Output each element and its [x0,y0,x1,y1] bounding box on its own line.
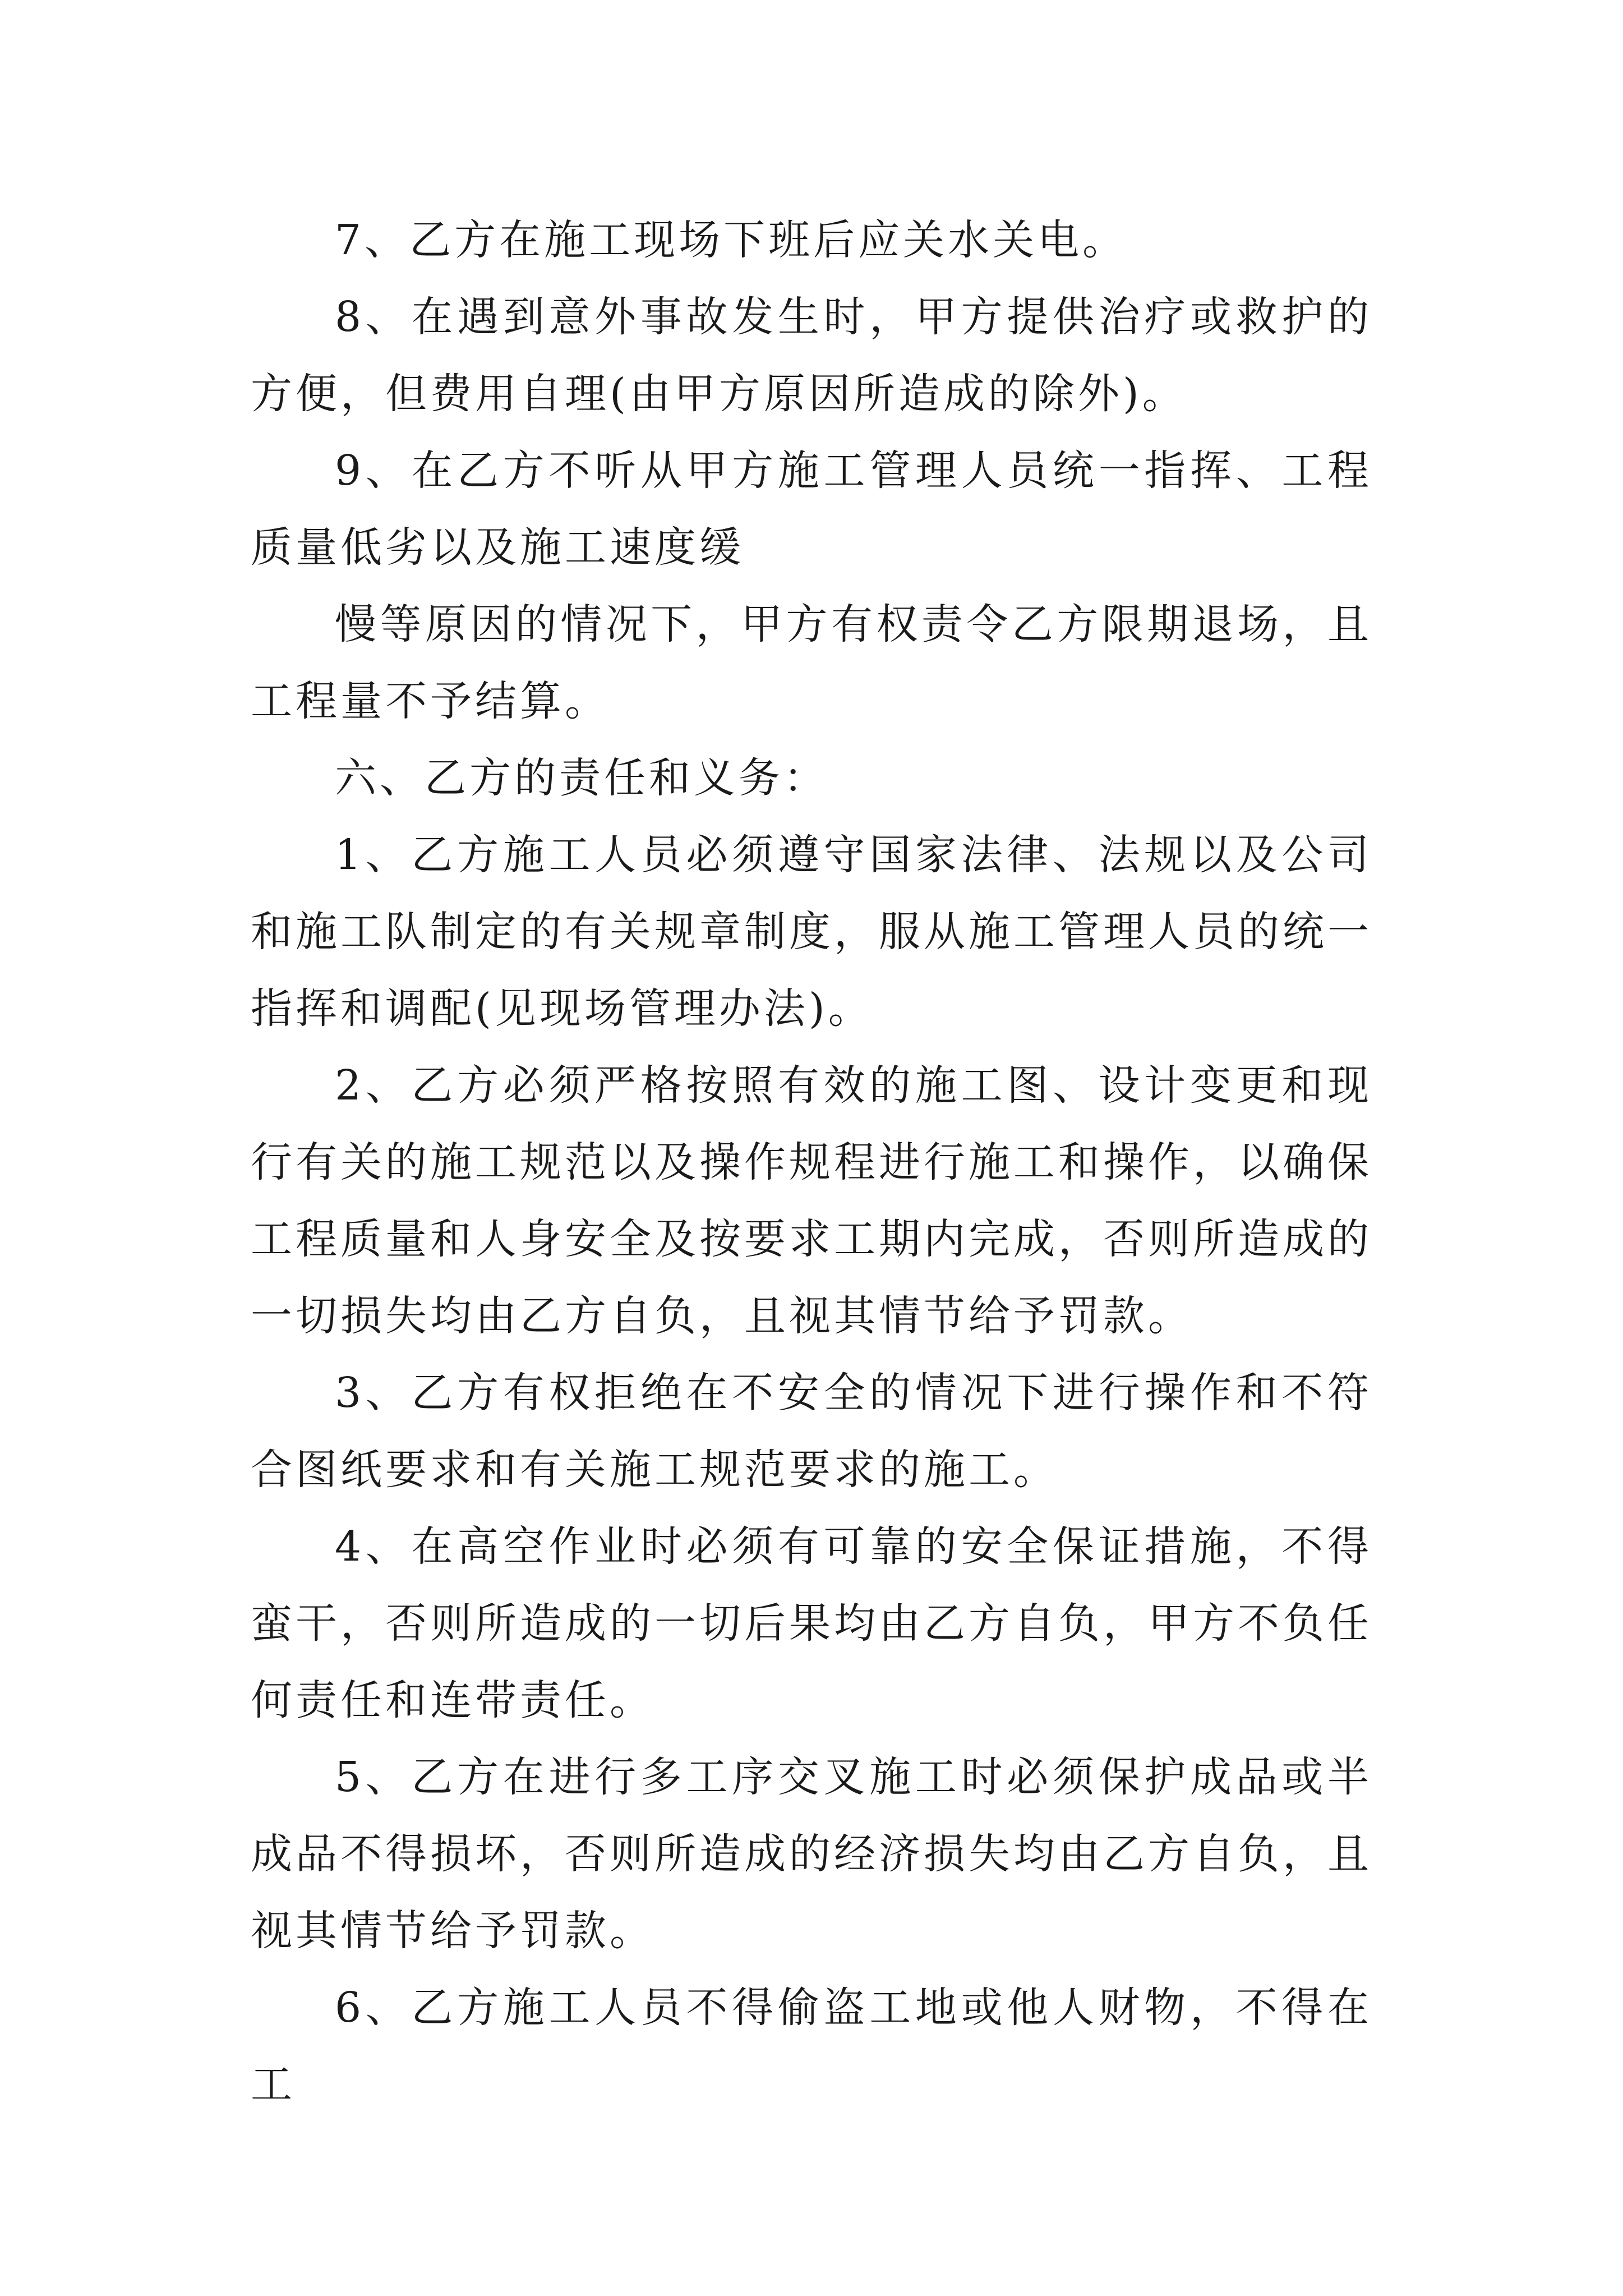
section-heading-six: 六、乙方的责任和义务： [335,754,828,802]
paragraph-3: 3、乙方有权拒绝在不安全的情况下进行操作和不符合图纸要求和有关施工规范要求的施工。 [251,1369,1372,1494]
paragraph-4: 4、在高空作业时必须有可靠的安全保证措施，不得蛮干，否则所造成的一切后果均由乙方自负，甲方不负任何责任和连带责任。 [251,1522,1372,1724]
paragraph-9-continued: 慢等原因的情况下，甲方有权责令乙方限期退场，且工程量不予结算。 [251,600,1372,725]
paragraph-7: 7、乙方在施工现场下班后应关水关电。 [335,216,1128,264]
paragraph-1: 1、乙方施工人员必须遵守国家法律、法规以及公司和施工队制定的有关规章制度，服从施工管理人员的统一指挥和调配(见现场管理办法)。 [251,831,1372,1033]
paragraph-5: 5、乙方在进行多工序交叉施工时必须保护成品或半成品不得损坏，否则所造成的经济损失均由乙方自负，且视其情节给予罚款。 [251,1753,1372,1955]
paragraph-9: 9、在乙方不听从甲方施工管理人员统一指挥、工程质量低劣以及施工速度缓 [251,447,1372,572]
paragraph-8: 8、在遇到意外事故发生时，甲方提供治疗或救护的方便，但费用自理(由甲方原因所造成的除外)。 [251,293,1372,418]
paragraph-2: 2、乙方必须严格按照有效的施工图、设计变更和现行有关的施工规范以及操作规程进行施工和操作，以确保工程质量和人身安全及按要求工期内完成，否则所造成的一切损失均由乙方自负，且视其情节给予罚款。 [251,1061,1372,1340]
paragraph-6: 6、乙方施工人员不得偷盗工地或他人财物，不得在工 [251,1984,1372,2109]
document-body [251,202,1372,2123]
